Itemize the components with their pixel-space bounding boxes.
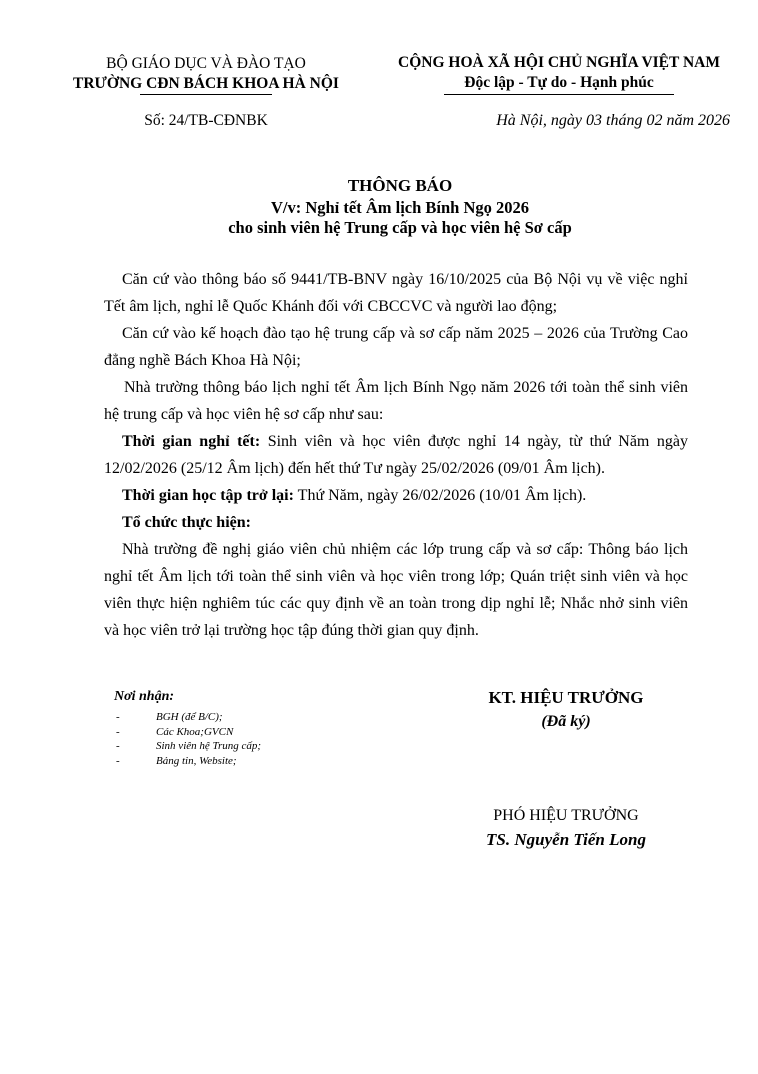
signature-position: PHÓ HIỆU TRƯỞNG	[493, 807, 639, 824]
return-date-label: Thời gian học tập trở lại:	[122, 487, 294, 504]
document-body	[104, 266, 688, 644]
paragraph-announcement: Nhà trường thông báo lịch nghỉ tết Âm lịch Bính Ngọ năm 2026 tới toàn thể sinh viên hệ trung cấp và học viên hệ sơ cấp như sau:	[104, 379, 688, 423]
document-number: Số: 24/TB-CĐNBK	[144, 112, 268, 129]
recipient-text: Bảng tin, Website;	[156, 754, 237, 767]
motto-underline	[444, 94, 674, 95]
nation-motto: Độc lập - Tự do - Hạnh phúc	[464, 74, 654, 91]
paragraph-implementation-heading	[104, 509, 688, 536]
list-dash: -	[116, 725, 120, 738]
list-dash: -	[116, 754, 120, 767]
return-date-text: Thứ Năm, ngày 26/02/2026 (10/01 Âm lịch).	[293, 487, 587, 504]
recipient-item	[116, 725, 261, 740]
recipients-title: Nơi nhận:	[114, 689, 175, 704]
holiday-period-label: Thời gian nghỉ tết:	[122, 433, 261, 450]
list-dash: -	[116, 740, 120, 752]
recipient-text: Các Khoa;GVCN	[156, 725, 234, 738]
list-dash: -	[116, 711, 120, 723]
recipient-text: BGH (để B/C);	[156, 711, 223, 723]
signature-name: TS. Nguyễn Tiến Long	[486, 830, 646, 849]
document-subject-line2: cho sinh viên hệ Trung cấp và học viên hệ Sơ cấp	[228, 218, 572, 237]
document-date: Hà Nội, ngày 03 tháng 02 năm 2026	[496, 112, 730, 129]
document-subject-line1: V/v: Nghỉ tết Âm lịch Bính Ngọ 2026	[270, 198, 530, 217]
recipients-list	[116, 710, 261, 768]
recipient-item	[116, 710, 261, 725]
recipient-text: Sinh viên hệ Trung cấp;	[156, 740, 262, 752]
signature-status: (Đã ký)	[541, 713, 591, 730]
paragraph-basis-2: Căn cứ vào kế hoạch đào tạo hệ trung cấp và sơ cấp năm 2025 – 2026 của Trường Cao đẳng nghề Bách Khoa Hà Nội;	[104, 325, 688, 369]
paragraph-return-date	[104, 482, 688, 509]
document-title: THÔNG BÁO	[347, 176, 453, 195]
recipient-item	[116, 739, 261, 754]
recipient-item	[116, 754, 261, 769]
paragraph-holiday-period	[104, 428, 688, 482]
paragraph-implementation: Nhà trường đề nghị giáo viên chủ nhiệm các lớp trung cấp và sơ cấp: Thông báo lịch nghỉ tết Âm lịch tới toàn thể sinh viên và học viên trong lớp; Quán triệt sinh viên và học viên thực hiện nghiêm túc các quy định về an toàn trong dịp nghỉ lễ; Nhắc nhở sinh viên và học viên trở lại trường học tập đúng thời gian quy định.	[104, 541, 688, 639]
school-name: TRƯỜNG CĐN BÁCH KHOA HÀ NỘI	[73, 75, 339, 92]
paragraph-basis-1: Căn cứ vào thông báo số 9441/TB-BNV ngày 16/10/2025 của Bộ Nội vụ về việc nghỉ Tết âm lịch, nghỉ lễ Quốc Khánh đối với CBCCVC và người lao động;	[104, 271, 688, 315]
school-underline	[140, 94, 272, 95]
implementation-label: Tổ chức thực hiện:	[122, 514, 251, 531]
ministry-name: BỘ GIÁO DỤC VÀ ĐÀO TẠO	[106, 55, 306, 72]
signature-role: KT. HIỆU TRƯỞNG	[488, 688, 644, 707]
holiday-period-text: Sinh viên và học viên được nghỉ 14 ngày, từ thứ Năm ngày 12/02/2026 (25/12 Âm lịch) đến hết thứ Tư ngày 25/02/2026 (09/01 Âm lịch).	[104, 433, 688, 477]
nation-name: CỘNG HOÀ XÃ HỘI CHỦ NGHĨA VIỆT NAM	[398, 54, 720, 71]
